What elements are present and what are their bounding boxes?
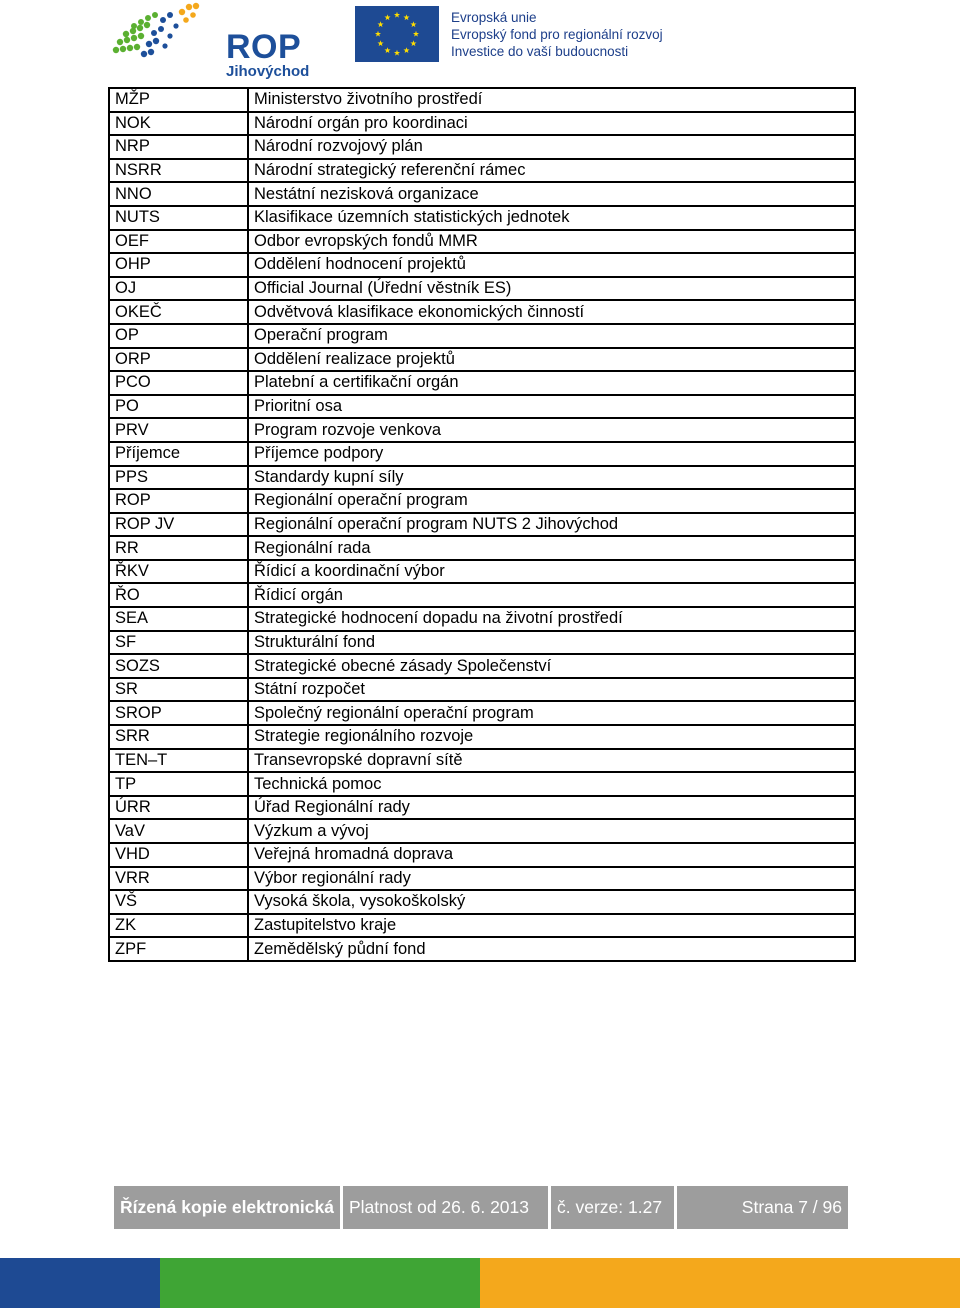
- eu-line-1: Evropská unie: [451, 10, 537, 25]
- meaning-cell: Nestátní nezisková organizace: [248, 182, 855, 206]
- abbreviation-cell: Příjemce: [109, 442, 248, 466]
- meaning-cell: Prioritní osa: [248, 395, 855, 419]
- meaning-cell: Výbor regionální rady: [248, 867, 855, 891]
- version-number: č. verze: 1.27: [551, 1186, 674, 1229]
- meaning-cell: Strukturální fond: [248, 631, 855, 655]
- abbreviation-cell: MŽP: [109, 88, 248, 112]
- meaning-cell: Official Journal (Úřední věstník ES): [248, 277, 855, 301]
- meaning-cell: Klasifikace územních statistických jednotek: [248, 206, 855, 230]
- meaning-cell: Regionální rada: [248, 536, 855, 560]
- abbreviation-cell: ROP: [109, 489, 248, 513]
- meaning-cell: Regionální operační program: [248, 489, 855, 513]
- meaning-cell: Společný regionální operační program: [248, 701, 855, 725]
- abbreviation-cell: ŘKV: [109, 560, 248, 584]
- strip-orange: [480, 1258, 960, 1308]
- rop-logo-subtitle: Jihovýchod: [226, 63, 310, 80]
- meaning-cell: Národní rozvojový plán: [248, 135, 855, 159]
- table-row: [109, 206, 855, 230]
- rop-logo-text: ROP: [226, 28, 302, 66]
- meaning-cell: Státní rozpočet: [248, 678, 855, 702]
- abbreviation-cell: NRP: [109, 135, 248, 159]
- abbreviation-cell: PO: [109, 395, 248, 419]
- abbreviation-cell: ZPF: [109, 937, 248, 961]
- abbreviation-cell: NOK: [109, 112, 248, 136]
- meaning-cell: Vysoká škola, vysokoškolský: [248, 890, 855, 914]
- abbreviation-cell: SOZS: [109, 654, 248, 678]
- abbreviation-cell: VHD: [109, 843, 248, 867]
- abbreviation-cell: SRR: [109, 725, 248, 749]
- abbreviation-cell: OKEČ: [109, 300, 248, 324]
- color-strip: [0, 1258, 960, 1308]
- abbreviation-cell: SF: [109, 631, 248, 655]
- table-row: [109, 819, 855, 843]
- meaning-cell: Národní orgán pro koordinaci: [248, 112, 855, 136]
- table-row: [109, 560, 855, 584]
- meaning-cell: Odbor evropských fondů MMR: [248, 230, 855, 254]
- table-row: [109, 324, 855, 348]
- meaning-cell: Veřejná hromadná doprava: [248, 843, 855, 867]
- meaning-cell: Příjemce podpory: [248, 442, 855, 466]
- meaning-cell: Řídicí orgán: [248, 583, 855, 607]
- table-row: [109, 300, 855, 324]
- table-row: [109, 914, 855, 938]
- abbreviation-cell: PCO: [109, 371, 248, 395]
- abbreviation-table-body: [109, 88, 855, 961]
- meaning-cell: Strategie regionálního rozvoje: [248, 725, 855, 749]
- meaning-cell: Zemědělský půdní fond: [248, 937, 855, 961]
- abbreviation-cell: TP: [109, 772, 248, 796]
- footer-bar: [114, 1186, 848, 1229]
- eu-caption: [451, 9, 663, 60]
- abbreviation-cell: VaV: [109, 819, 248, 843]
- abbreviation-cell: VŠ: [109, 890, 248, 914]
- abbreviation-cell: ÚRR: [109, 796, 248, 820]
- table-row: [109, 135, 855, 159]
- table-row: [109, 725, 855, 749]
- table-row: [109, 513, 855, 537]
- abbreviation-cell: SR: [109, 678, 248, 702]
- meaning-cell: Zastupitelstvo kraje: [248, 914, 855, 938]
- table-row: [109, 937, 855, 961]
- meaning-cell: Technická pomoc: [248, 772, 855, 796]
- abbreviation-cell: PPS: [109, 466, 248, 490]
- abbreviation-cell: NUTS: [109, 206, 248, 230]
- meaning-cell: Národní strategický referenční rámec: [248, 159, 855, 183]
- abbreviation-table: [108, 87, 856, 962]
- abbreviation-cell: VRR: [109, 867, 248, 891]
- meaning-cell: Strategické hodnocení dopadu na životní prostředí: [248, 607, 855, 631]
- table-row: [109, 796, 855, 820]
- abbreviation-cell: NNO: [109, 182, 248, 206]
- meaning-cell: Ministerstvo životního prostředí: [248, 88, 855, 112]
- meaning-cell: Program rozvoje venkova: [248, 418, 855, 442]
- meaning-cell: Řídicí a koordinační výbor: [248, 560, 855, 584]
- table-row: [109, 654, 855, 678]
- meaning-cell: Strategické obecné zásady Společenství: [248, 654, 855, 678]
- abbreviation-cell: ŘO: [109, 583, 248, 607]
- meaning-cell: Úřad Regionální rady: [248, 796, 855, 820]
- table-row: [109, 749, 855, 773]
- table-row: [109, 843, 855, 867]
- meaning-cell: Výzkum a vývoj: [248, 819, 855, 843]
- table-row: [109, 867, 855, 891]
- abbreviation-cell: RR: [109, 536, 248, 560]
- table-row: [109, 112, 855, 136]
- table-row: [109, 253, 855, 277]
- abbreviation-cell: SEA: [109, 607, 248, 631]
- meaning-cell: Standardy kupní síly: [248, 466, 855, 490]
- strip-green: [160, 1258, 480, 1308]
- table-row: [109, 536, 855, 560]
- table-row: [109, 277, 855, 301]
- table-row: [109, 395, 855, 419]
- table-row: [109, 88, 855, 112]
- page-header: [0, 0, 960, 86]
- table-row: [109, 607, 855, 631]
- abbreviation-cell: PRV: [109, 418, 248, 442]
- abbreviation-cell: OJ: [109, 277, 248, 301]
- abbreviation-cell: ZK: [109, 914, 248, 938]
- abbreviation-cell: OHP: [109, 253, 248, 277]
- table-row: [109, 371, 855, 395]
- meaning-cell: Oddělení hodnocení projektů: [248, 253, 855, 277]
- eu-line-2: Evropský fond pro regionální rozvoj: [451, 27, 663, 42]
- table-row: [109, 678, 855, 702]
- strip-blue: [0, 1258, 160, 1308]
- abbreviation-cell: ORP: [109, 348, 248, 372]
- table-row: [109, 159, 855, 183]
- table-row: [109, 182, 855, 206]
- table-row: [109, 230, 855, 254]
- abbreviation-cell: ROP JV: [109, 513, 248, 537]
- table-row: [109, 583, 855, 607]
- abbreviation-cell: OEF: [109, 230, 248, 254]
- table-row: [109, 418, 855, 442]
- meaning-cell: Transevropské dopravní sítě: [248, 749, 855, 773]
- eu-flag-icon: [355, 6, 439, 62]
- meaning-cell: Oddělení realizace projektů: [248, 348, 855, 372]
- abbreviation-cell: NSRR: [109, 159, 248, 183]
- abbreviation-cell: SROP: [109, 701, 248, 725]
- meaning-cell: Regionální operační program NUTS 2 Jihovýchod: [248, 513, 855, 537]
- table-row: [109, 890, 855, 914]
- table-row: [109, 701, 855, 725]
- table-row: [109, 442, 855, 466]
- meaning-cell: Operační program: [248, 324, 855, 348]
- abbreviation-cell: TEN–T: [109, 749, 248, 773]
- validity-date: Platnost od 26. 6. 2013: [343, 1186, 548, 1229]
- page-number: Strana 7 / 96: [677, 1186, 848, 1229]
- meaning-cell: Platební a certifikační orgán: [248, 371, 855, 395]
- table-row: [109, 348, 855, 372]
- abbreviation-cell: OP: [109, 324, 248, 348]
- controlled-copy-label: Řízená kopie elektronická: [114, 1186, 340, 1229]
- table-row: [109, 631, 855, 655]
- table-row: [109, 466, 855, 490]
- table-row: [109, 489, 855, 513]
- eu-line-3: Investice do vaší budoucnosti: [451, 44, 629, 59]
- table-row: [109, 772, 855, 796]
- meaning-cell: Odvětvová klasifikace ekonomických činností: [248, 300, 855, 324]
